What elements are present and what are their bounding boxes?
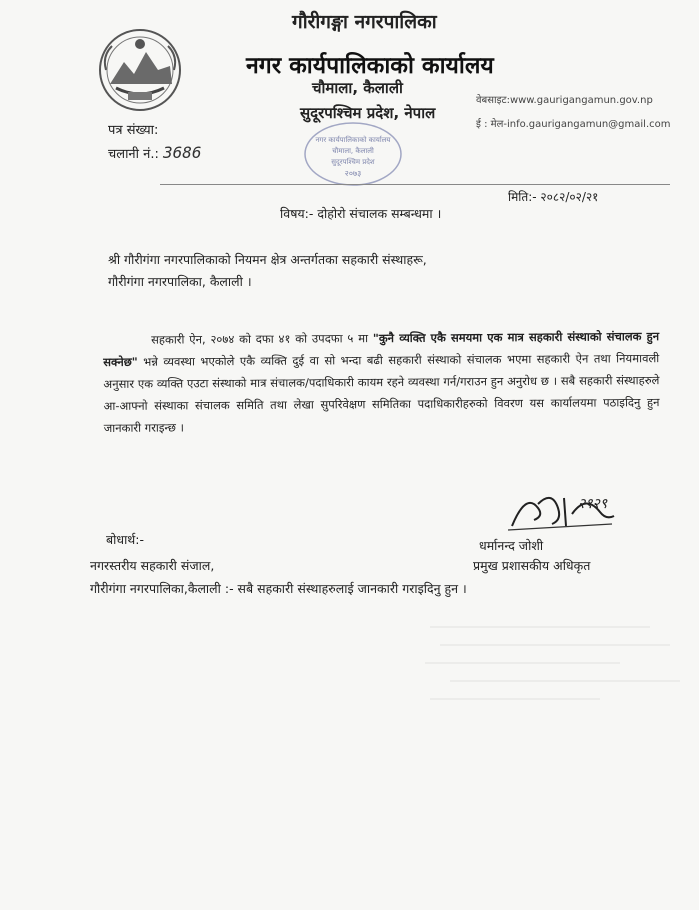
addressee-line-1: श्री गौरीगंगा नगरपालिकाको नियमन क्षेत्र अन्तर्गतका सहकारी संस्थाहरू, xyxy=(108,252,427,267)
handwritten-signature xyxy=(508,486,616,532)
cc-line-2: गौरीगंगा नगरपालिका,कैलाली :- सबै सहकारी संस्थाहरुलाई जानकारी गराइदिनु हुन । xyxy=(90,581,467,596)
chalani-number xyxy=(108,143,202,162)
body-quoted-provision: "कुनै व्यक्ति एकै समयमा एक मात्र सहकारी संस्थाको संचालक हुन सक्नेछ" xyxy=(103,329,660,369)
chalani-label: चलानी नं.: xyxy=(108,147,159,162)
paper-show-through xyxy=(420,615,690,725)
signatory-name: धर्मानन्द जोशी xyxy=(479,538,544,553)
body-request: भन्ने व्यवस्था भएकोले एकै व्यक्ति दुई वा सो भन्दा बढी सहकारी संस्थाको संचालक भएमा सहकारी ऐन तथा नियमावली अनुसार एक व्यक्ति एउटा संस्थाको मात्र संचालक/पदाधिकारी कायम रहने व्यवस्था गर्न/गराउन हुन अनुरोध छ । सबै सहकारी संस्थाहरुले आ-आफ्नो संस्थाका संचालक समिति तथा लेखा सुपरिवेक्षण समितिका पदाधिकारीहरुको विवरण यस कार्यालयमा पठाइदिनु हुन जानकारी गराइन्छ । xyxy=(103,351,660,435)
signature-mark: २१२९ xyxy=(578,496,608,512)
municipality-name: गौरीगङ्गा नगरपालिका xyxy=(292,11,437,33)
nepal-government-emblem-icon xyxy=(94,26,186,114)
email-text: ई : मेल-info.gaurigangamun@gmail.com xyxy=(476,119,671,130)
website-text: वेबसाइट:www.gaurigangamun.gov.np xyxy=(476,95,653,106)
stamp-line-1: नगर कार्यपालिकाको कार्यालय xyxy=(315,136,391,144)
stamp-line-4: २०७३ xyxy=(344,169,362,178)
cc-line-1: नगरस्तरीय सहकारी संजाल, xyxy=(90,558,215,573)
patra-sankhya xyxy=(108,120,158,138)
office-stamp xyxy=(302,120,404,188)
office-name: नगर कार्यपालिकाको कार्यालय xyxy=(246,53,494,79)
letter-body xyxy=(103,325,660,439)
letter-subject: विषय:- दोहोरो संचालक सम्बन्धमा । xyxy=(280,206,442,221)
stamp-line-3: सुदूरपश्चिम प्रदेश xyxy=(331,158,375,166)
addressee-line-2: गौरीगंगा नगरपालिका, कैलाली । xyxy=(108,274,252,289)
chalani-value: 3686 xyxy=(163,143,202,162)
stamp-line-2: चौमाला, कैलाली xyxy=(332,147,374,155)
province-name: सुदूरपश्चिम प्रदेश, नेपाल xyxy=(300,104,436,122)
header-divider xyxy=(160,184,670,185)
office-address: चौमाला, कैलाली xyxy=(312,79,403,97)
signatory-title: प्रमुख प्रशासकीय अधिकृत xyxy=(473,558,591,573)
cc-label: बोधार्थ:- xyxy=(106,532,145,547)
letter-date: मिति:- २०८२/०२/२१ xyxy=(508,190,599,204)
patra-label: पत्र संख्या: xyxy=(108,123,159,138)
body-intro: सहकारी ऐन, २०७४ को दफा ४१ को उपदफा ५ मा xyxy=(151,331,373,347)
